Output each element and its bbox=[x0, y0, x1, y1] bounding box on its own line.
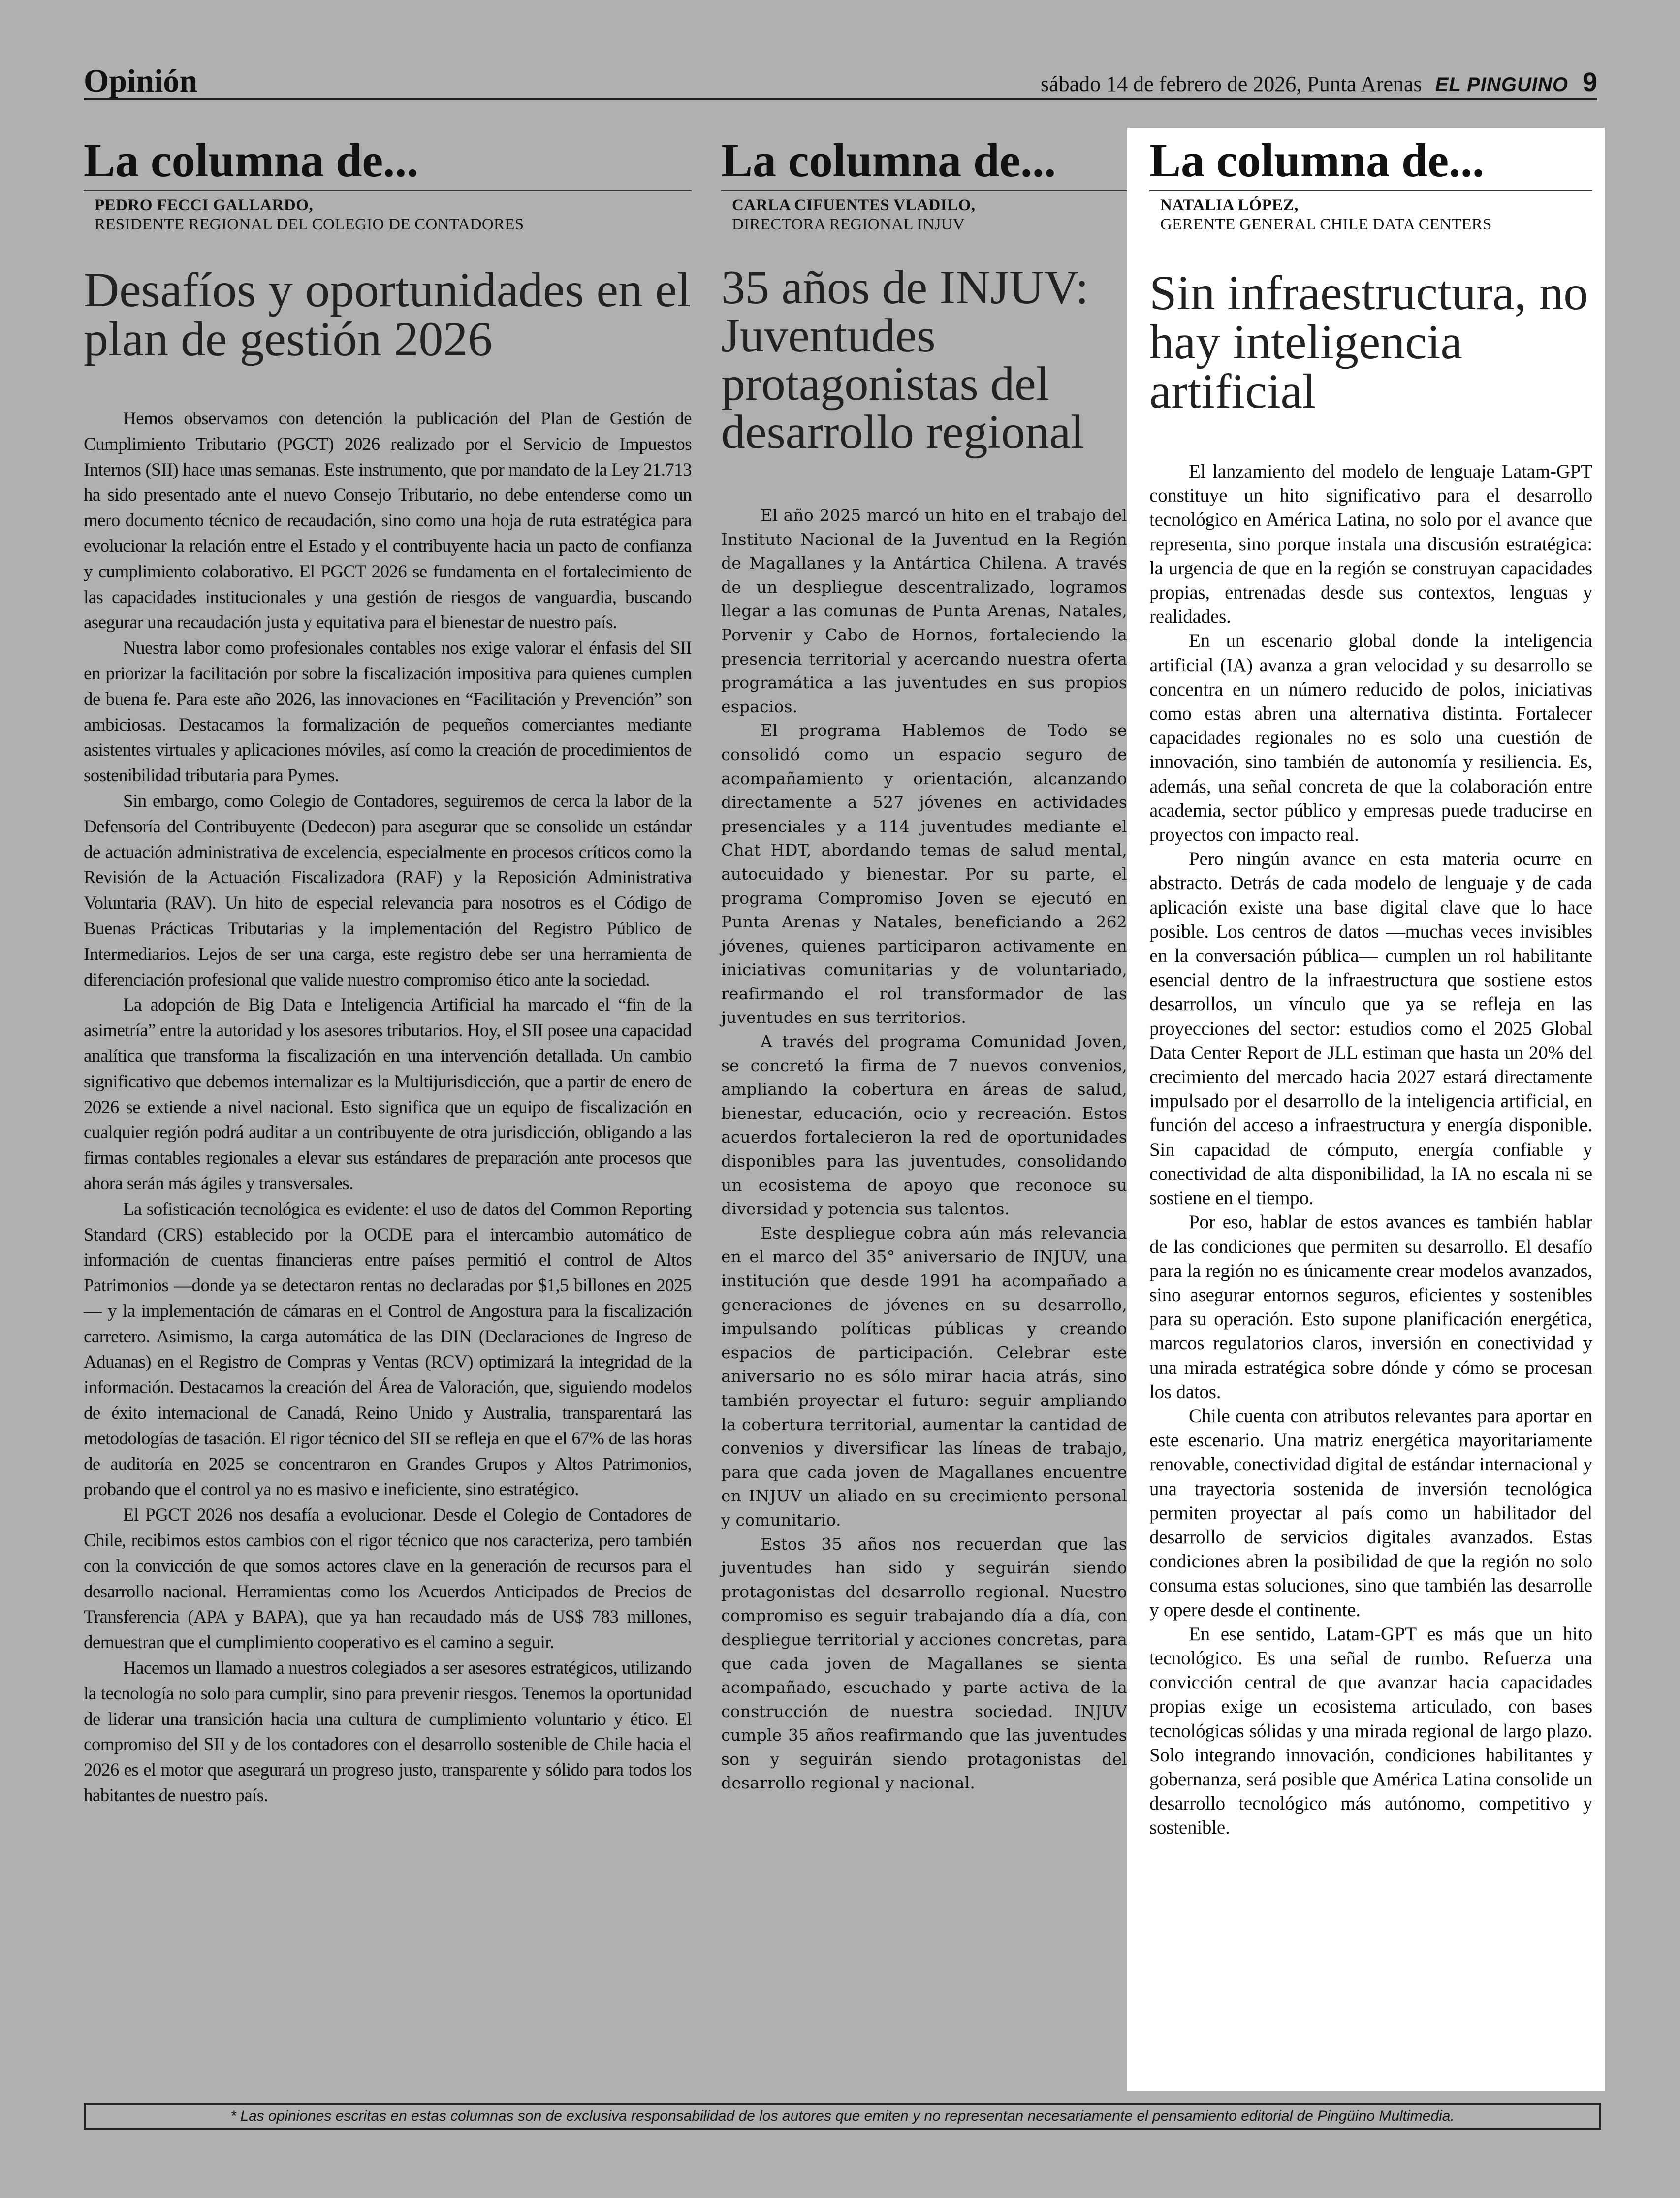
column-kicker: La columna de... bbox=[1149, 137, 1592, 191]
paragraph: Pero ningún avance en esta materia ocurre en abstracto. Detrás de cada modelo de lenguaje y de cada aplicación existe una base digital clave que lo hace posible. Los centros de datos —muchas veces invisibles en la conversación pública— cumplen un rol habilitante esencial dentro de la infraestructura que sostiene estos desarrollos, un vínculo que ya se refleja en las proyecciones del sector: estudios como el 2025 Global Data Center Report de JLL estiman que hasta un 20% del crecimiento del mercado hacia 2027 estará directamente impulsado por el desarrollo de la inteligencia artificial, en función del acceso a infraestructura y energía disponible. Sin capacidad de cómputo, energía confiable y conectividad de alta disponibilidad, la IA no escala ni se sostiene en el tiempo. bbox=[1149, 848, 1592, 1209]
paragraph: Nuestra labor como profesionales contables nos exige valorar el énfasis del SII en priorizar la facilitación por sobre la fiscalización impositiva para quienes cumplen de buena fe. Para este año 2026, las innovaciones en “Facilitación y Prevención” son ambiciosas. Destacamos la formalización de pequeños comerciantes mediante asistentes virtuales y aplicaciones móviles, así como la creación de procedimientos de sostenibilidad tributaria para Pymes. bbox=[84, 638, 692, 786]
column-headline: Desafíos y oportunidades en el plan de gestión 2026 bbox=[84, 262, 691, 366]
opinion-column-1 bbox=[84, 128, 692, 1809]
column-headline: Sin infraestructura, no hay inteligencia artificial bbox=[1149, 265, 1588, 418]
paragraph: En ese sentido, Latam-GPT es más que un hito tecnológico. Es una señal de rumbo. Refuerza una convicción central de que avanzar hacia capacidades propias exige un ecosistema articulado, con bases tecnológicas sólidas y una mirada regional de largo plazo. Solo integrando innovación, condiciones habilitantes y gobernanza, será posible que América Latina consolide un desarrollo tecnológico más autónomo, competitivo y sostenible. bbox=[1149, 1623, 1592, 1839]
section-label: Opinión bbox=[84, 63, 198, 99]
column-body bbox=[721, 504, 1127, 1795]
page-header bbox=[84, 60, 1597, 100]
newspaper-brand: EL PINGUINO bbox=[1435, 74, 1568, 96]
paragraph: La adopción de Big Data e Inteligencia Artificial ha marcado el “fin de la asimetría” entre la autoridad y los asesores tributarios. Hoy, el SII posee una capacidad analítica que transforma la fiscalización en una intervención detallada. Un cambio significativo que debemos internalizar es la Multijurisdicción, que a partir de enero de 2026 se extiende a nivel nacional. Esto significa que un equipo de fiscalización en cualquier región podrá auditar a un contribuyente de otra jurisdicción, obligando a las firmas contables regionales a elevar sus estándares de preparación ante procesos que ahora serán más ágiles y transversales. bbox=[84, 995, 692, 1194]
paragraph: Hemos observamos con detención la publicación del Plan de Gestión de Cumplimiento Tributario (PGCT) 2026 realizado por el Servicio de Impuestos Internos (SII) hace unas semanas. Este instrumento, que por mandato de la Ley 21.713 ha sido presentado ante el nuevo Consejo Tributario, no debe entenderse como un mero documento técnico de recaudación, sino como una hoja de ruta estratégica para evolucionar la relación entre el Estado y el contribuyente hacia un pacto de confianza y cumplimiento colaborativo. El PGCT 2026 se fundamenta en el fortalecimiento de las capacidades institucionales y una gestión de riesgos de vanguardia, buscando asegurar una recaudación justa y equitativa para el bienestar de nuestro país. bbox=[84, 409, 692, 633]
paragraph: El programa Hablemos de Todo se consolidó como un espacio seguro de acompañamiento y orientación, alcanzando directamente a 527 jóvenes en actividades presenciales y a 114 juventudes mediante el Chat HDT, abordando temas de salud mental, autocuidado y bienestar. Por su parte, el programa Compromiso Joven se ejecutó en Punta Arenas y Natales, beneficiando a 262 jóvenes, quienes participaron activamente en iniciativas comunitarias y de voluntariado, reafirmando el rol transformador de las juventudes en sus territorios. bbox=[721, 721, 1127, 1027]
paragraph: Este despliegue cobra aún más relevancia en el marco del 35° aniversario de INJUV, una institución que desde 1991 ha acompañado a generaciones de jóvenes en su desarrollo, impulsando políticas públicas y creando espacios de participación. Celebrar este aniversario no es sólo mirar hacia atrás, sino también proyectar el futuro: seguir ampliando la cobertura territorial, aumentar la cantidad de convenios y diversificar las líneas de trabajo, para que cada joven de Magallanes encuentre en INJUV un aliado en su crecimiento personal y comunitario. bbox=[721, 1223, 1127, 1529]
paragraph: Sin embargo, como Colegio de Contadores, seguiremos de cerca la labor de la Defensoría del Contribuyente (Dedecon) para asegurar que se consolide un estándar de actuación administrativa de excelencia, especialmente en procesos críticos como la Revisión de la Actuación Fiscalizadora (RAF) y la Reposición Administrativa Voluntaria (RAV). Un hito de especial relevancia para nosotros es el Código de Buenas Prácticas Tributarias y la implementación del Registro Público de Intermediarios. Lejos de ser una carga, este registro debe ser una herramienta de diferenciación profesional que valide nuestro compromiso ético ante la sociedad. bbox=[84, 791, 692, 990]
date-line bbox=[1041, 69, 1597, 96]
paragraph: Estos 35 años nos recuerdan que las juventudes han sido y seguirán siendo protagonistas del desarrollo regional. Nuestro compromiso es seguir trabajando día a día, con despliegue territorial y acciones concretas, para que cada joven de Magallanes se sienta acompañado, escuchado y parte activa de la construcción de nuestra sociedad. INJUV cumple 35 años reafirmando que las juventudes son y seguirán siendo protagonistas del desarrollo regional y nacional. bbox=[721, 1534, 1127, 1793]
author-name: NATALIA LÓPEZ, bbox=[1160, 196, 1299, 214]
paragraph: El lanzamiento del modelo de lenguaje Latam-GPT constituye un hito significativo para el desarrollo tecnológico en América Latina, no solo por el avance que representa, sino porque instala una discusión estratégica: la urgencia de que en la región se construyan capacidades propias, entrenadas desde sus contextos, lenguas y realidades. bbox=[1149, 461, 1592, 628]
paragraph: Chile cuenta con atributos relevantes para aportar en este escenario. Una matriz energética mayoritariamente renovable, conectividad digital de estándar internacional y una trayectoria sostenida de inversión tecnológica permiten proyectar al país como un habilitador del desarrollo de servicios digitales avanzados. Estas condiciones abren la posibilidad de que la región no solo consuma estas soluciones, sino que también las desarrolle y opere desde el continente. bbox=[1149, 1405, 1592, 1621]
paragraph: Hacemos un llamado a nuestros colegiados a ser asesores estratégicos, utilizando la tecnología no solo para cumplir, sino para prevenir riesgos. Tenemos la oportunidad de liderar una transición hacia una cultura de cumplimiento voluntario y ético. El compromiso del SII y de los contadores con el desarrollo sostenible de Chile hacia el 2026 es el motor que asegurará un progreso justo, transparente y sólido para todos los habitantes de nuestro país. bbox=[84, 1658, 692, 1806]
author-role: RESIDENTE REGIONAL DEL COLEGIO DE CONTADORES bbox=[95, 216, 524, 233]
column-kicker: La columna de... bbox=[84, 137, 692, 191]
author-role: DIRECTORA REGIONAL INJUV bbox=[732, 216, 965, 233]
author-role: GERENTE GENERAL CHILE DATA CENTERS bbox=[1160, 216, 1492, 233]
author-name: PEDRO FECCI GALLARDO, bbox=[95, 196, 314, 214]
author-name: CARLA CIFUENTES VLADILO, bbox=[732, 196, 976, 214]
disclaimer: * Las opiniones escritas en estas columnas son de exclusiva responsabilidad de los autores que emiten y no representan necesariamente el pensamiento editorial de Pingüino Multimedia. bbox=[84, 2103, 1601, 2130]
opinion-column-2 bbox=[721, 128, 1127, 1795]
paragraph: El PGCT 2026 nos desafía a evolucionar. Desde el Colegio de Contadores de Chile, recibimos estos cambios con el rigor técnico que nos caracteriza, pero también con la convicción de que somos actores clave en la generación de recursos para el desarrollo nacional. Herramientas como los Acuerdos Anticipados de Precios de Transferencia (APA y BAPA), que ya han recaudado más de US$ 783 millones, demuestran que el cumplimiento cooperativo es el camino a seguir. bbox=[84, 1505, 692, 1653]
column-body bbox=[1149, 459, 1592, 1840]
opinion-column-3 bbox=[1127, 128, 1605, 2091]
paragraph: El año 2025 marcó un hito en el trabajo del Instituto Nacional de la Juventud en la Región de Magallanes y la Antártica Chilena. A través de un despliegue descentralizado, logramos llegar a las comunas de Punta Arenas, Natales, Porvenir y Cabo de Hornos, fortaleciendo la presencia territorial y acercando nuestra oferta programática a las juventudes en sus propios espacios. bbox=[721, 506, 1127, 716]
paragraph: En un escenario global donde la inteligencia artificial (IA) avanza a gran velocidad y su desarrollo se concentra en un número reducido de polos, iniciativas como estas abren una alternativa distinta. Fortalecer capacidades regionales no es solo una cuestión de innovación, sino también de autonomía y resiliencia. Es, además, una señal concreta de que la colaboración entre academia, sector público y empresas puede traducirse en proyectos con impacto real. bbox=[1149, 630, 1592, 846]
paragraph: Por eso, hablar de estos avances es también hablar de las condiciones que permiten su desarrollo. El desafío para la región no es únicamente crear modelos avanzados, sino asegurar entornos seguros, eficientes y sostenibles para su operación. Esto supone planificación energética, marcos regulatorios claros, inversión en conectividad y una mirada estratégica sobre dónde y cómo se procesan los datos. bbox=[1149, 1211, 1592, 1402]
page-number: 9 bbox=[1582, 67, 1597, 97]
column-headline: 35 años de INJUV: Juventudes protagonistas del desarrollo regional bbox=[721, 261, 1089, 459]
date-place: sábado 14 de febrero de 2026, Punta Arenas bbox=[1040, 72, 1422, 96]
paragraph: A través del programa Comunidad Joven, se concretó la firma de 7 nuevos convenios, ampliando la cobertura en áreas de salud, bienestar, educación, ocio y recreación. Estos acuerdos fortalecieron la red de oportunidades disponibles para las juventudes, consolidando un ecosistema de apoyo que reconoce su diversidad y potencia sus talentos. bbox=[721, 1032, 1127, 1219]
column-body bbox=[84, 406, 692, 1809]
column-kicker: La columna de... bbox=[721, 137, 1127, 191]
paragraph: La sofisticación tecnológica es evidente: el uso de datos del Common Reporting Standard (CRS) establecido por la OCDE para el intercambio automático de información de cuentas financieras entre países permitió el control de Altos Patrimonios —donde ya se detectaron rentas no declaradas por $1,5 billones en 2025— y la implementación de cámaras en el Control de Angostura para la fiscalización carretero. Asimismo, la carga automática de las DIN (Declaraciones de Ingreso de Aduanas) en el Registro de Compras y Ventas (RCV) optimizará la integridad de la información. Destacamos la creación del Área de Valoración, que, siguiendo modelos de éxito internacional de Canadá, Reino Unido y Australia, transparentará las metodologías de tasación. El rigor técnico del SII se refleja en que el 67% de las horas de auditoría en 2025 se concentraron en Grandes Grupos y Altos Patrimonios, probando que el control ya no es masivo e ineficiente, sino estratégico. bbox=[84, 1199, 692, 1500]
